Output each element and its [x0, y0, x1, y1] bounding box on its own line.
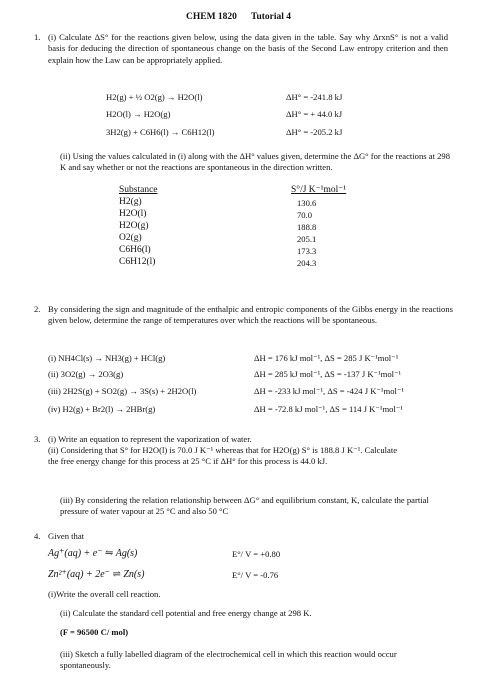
table-value: 188.8 — [297, 222, 317, 232]
table-substance: C6H12(l) — [119, 257, 156, 267]
q4-half-reaction-1-potential: E°/ V = +0.80 — [232, 549, 281, 559]
q2-reaction-3: (iii) 2H2S(g) + SO2(g) → 3S(s) + 2H2O(l) — [48, 386, 197, 396]
table-substance: H2O(l) — [119, 209, 147, 219]
table-substance: H2O(g) — [119, 221, 149, 231]
q1-reaction-2-dh: ΔH° = + 44.0 kJ — [286, 109, 343, 119]
q2-reaction-4-data: ΔH = -72.8 kJ mol⁻¹, ΔS = 114 J K⁻¹mol⁻¹ — [254, 404, 403, 414]
table-value: 173.3 — [297, 246, 317, 256]
table-value: 130.6 — [297, 198, 317, 208]
q2-reaction-1: (i) NH4Cl(s) → NH3(g) + HCl(g) — [48, 353, 166, 363]
q1-reaction-2: H2O(l) → H2O(g) — [106, 109, 171, 119]
question-4-part-2: (ii) Calculate the standard cell potential and free energy change at 298 K. — [60, 608, 312, 618]
q2-reaction-4: (iv) H2(g) + Br2(l) → 2HBr(g) — [48, 404, 156, 414]
q4-half-reaction-2: Zn²⁺(aq) + 2e⁻ ⇌ Zn(s) — [48, 569, 145, 580]
question-3-number: 3. — [34, 434, 41, 444]
q1-reaction-1-dh: ΔH° = -241.8 kJ — [286, 92, 343, 102]
q4-half-reaction-2-potential: E°/ V = -0.76 — [232, 570, 279, 580]
course-code: CHEM 1820 — [186, 12, 237, 22]
q4-half-reaction-1: Ag⁺(aq) + e⁻ ⇋ Ag(s) — [48, 548, 138, 559]
table-value: 204.3 — [297, 258, 317, 268]
question-1-part-2: (ii) Using the values calculated in (i) along with the ΔH° values given, determine the ΔG° for the reactions at 298 K and say whether or not the reactions are spontaneous in the direction written. — [60, 151, 450, 173]
q1-reaction-3-dh: ΔH° = -205.2 kJ — [286, 127, 343, 137]
table-substance: C6H6(l) — [119, 245, 151, 255]
question-3-part-2: (ii) Considering that S° for H2O(l) is 70.0 J K⁻¹ whereas that for H2O(g) S° is 188.8 J K⁻¹. Calculate the free energy change for this process at 25 °C if ΔH° for this process is 44.0 kJ. — [48, 445, 398, 467]
question-1-intro: (i) Calculate ΔS° for the reactions given below, using the data given in the table. Say why ΔrxnS° is not a valid basis for deducing the direction of spontaneous change on the basis of the Second Law entropy criterion and then explain how the Law can be appropriately applied. — [48, 32, 448, 65]
question-3-part-1: (i) Write an equation to represent the vaporization of water. — [48, 434, 252, 444]
question-2-intro: By considering the sign and magnitude of the enthalpic and entropic components of the Gibbs energy in the reactions given below, determine the range of temperatures over which the reactions will be spontaneous. — [48, 304, 453, 326]
table-substance: H2(g) — [119, 197, 142, 207]
table-header-substance: Substance — [119, 185, 158, 195]
table-substance: O2(g) — [119, 233, 142, 243]
table-value: 205.1 — [297, 234, 317, 244]
question-2-number: 2. — [34, 304, 41, 314]
q2-reaction-1-data: ΔH = 176 kJ mol⁻¹, ΔS = 285 J K⁻¹mol⁻¹ — [254, 353, 399, 363]
table-value: 70.0 — [297, 210, 313, 220]
q2-reaction-2-data: ΔH = 285 kJ mol⁻¹, ΔS = -137 J K⁻¹mol⁻¹ — [254, 369, 402, 379]
question-4-intro: Given that — [48, 531, 85, 541]
q1-reaction-1: H2(g) + ½ O2(g) → H2O(l) — [106, 92, 203, 102]
question-1-number: 1. — [34, 32, 41, 42]
q2-reaction-2: (ii) 3O2(g) → 2O3(g) — [48, 369, 124, 379]
tutorial-title: Tutorial 4 — [251, 12, 292, 22]
faraday-constant: (F = 96500 C/ mol) — [60, 627, 129, 637]
table-header-entropy: S°/J K⁻¹mol⁻¹ — [291, 185, 347, 195]
q2-reaction-3-data: ΔH = -233 kJ mol⁻¹, ΔS = -424 J K⁻¹mol⁻¹ — [254, 386, 404, 396]
question-4-part-3: (iii) Sketch a fully labelled diagram of the electrochemical cell in which this reaction would occur spontaneously. — [60, 649, 397, 671]
question-4-part-1: (i)Write the overall cell reaction. — [48, 589, 161, 599]
question-3-part-3: (iii) By considering the relation relationship between ΔG° and equilibrium constant, K, calculate the partial pressure of water vapour at 25 °C and also 50 °C — [60, 495, 429, 517]
q1-reaction-3: 3H2(g) + C6H6(l) → C6H12(l) — [106, 127, 215, 137]
question-4-number: 4. — [34, 531, 41, 541]
